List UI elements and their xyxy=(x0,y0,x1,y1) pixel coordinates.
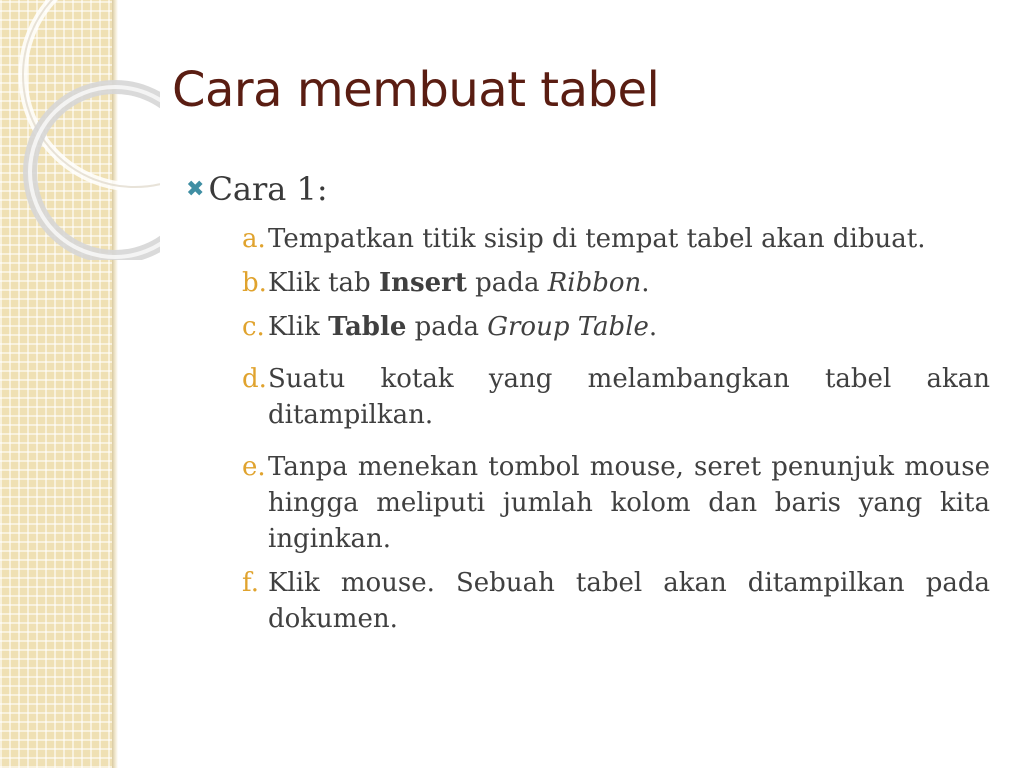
step-text-run: Insert xyxy=(378,268,467,298)
step-text xyxy=(268,224,925,254)
step-text-run: Tanpa menekan tombol mouse, seret penunjuk mouse hingga meliputi jumlah kolom dan baris yang kita inginkan. xyxy=(268,452,990,554)
step-text-run: . xyxy=(641,268,650,298)
step-text-run: Tempatkan titik sisip di tempat tabel akan dibuat. xyxy=(268,224,926,254)
list-item xyxy=(242,221,990,257)
list-item xyxy=(242,361,990,433)
step-text-run: pada xyxy=(466,268,548,298)
steps-list xyxy=(242,221,990,637)
step-text-run: . xyxy=(648,312,658,342)
step-text-run: Klik xyxy=(268,312,329,342)
step-text-run: Klik tab xyxy=(268,268,379,298)
step-text-run: Ribbon xyxy=(547,268,642,298)
step-text xyxy=(268,312,657,342)
step-text xyxy=(268,568,990,634)
section-label: Cara 1: xyxy=(208,170,328,208)
step-text-run: Klik mouse. Sebuah tabel akan ditampilkan pada dokumen. xyxy=(268,568,990,634)
list-marker: b. xyxy=(242,268,267,298)
step-text xyxy=(268,364,990,430)
list-item xyxy=(242,449,990,557)
list-marker: d. xyxy=(242,364,267,394)
step-text xyxy=(268,268,650,298)
slide-title: Cara membuat tabel xyxy=(172,62,660,118)
list-item xyxy=(242,265,990,301)
list-marker: c. xyxy=(242,312,265,342)
section-heading xyxy=(186,170,328,208)
cross-icon: ✖ xyxy=(186,177,205,202)
step-text xyxy=(268,452,990,554)
step-text-run: pada xyxy=(406,312,488,342)
list-marker: e. xyxy=(242,452,266,482)
list-marker: a. xyxy=(242,224,266,254)
step-text-run: Group Table xyxy=(487,312,649,342)
step-text-run: Suatu kotak yang melambangkan tabel akan ditampilkan. xyxy=(268,364,990,430)
list-item xyxy=(242,309,990,345)
step-text-run: Table xyxy=(328,312,407,342)
list-marker: f. xyxy=(242,568,259,598)
list-item xyxy=(242,565,990,637)
decorative-circles-icon xyxy=(0,0,160,260)
